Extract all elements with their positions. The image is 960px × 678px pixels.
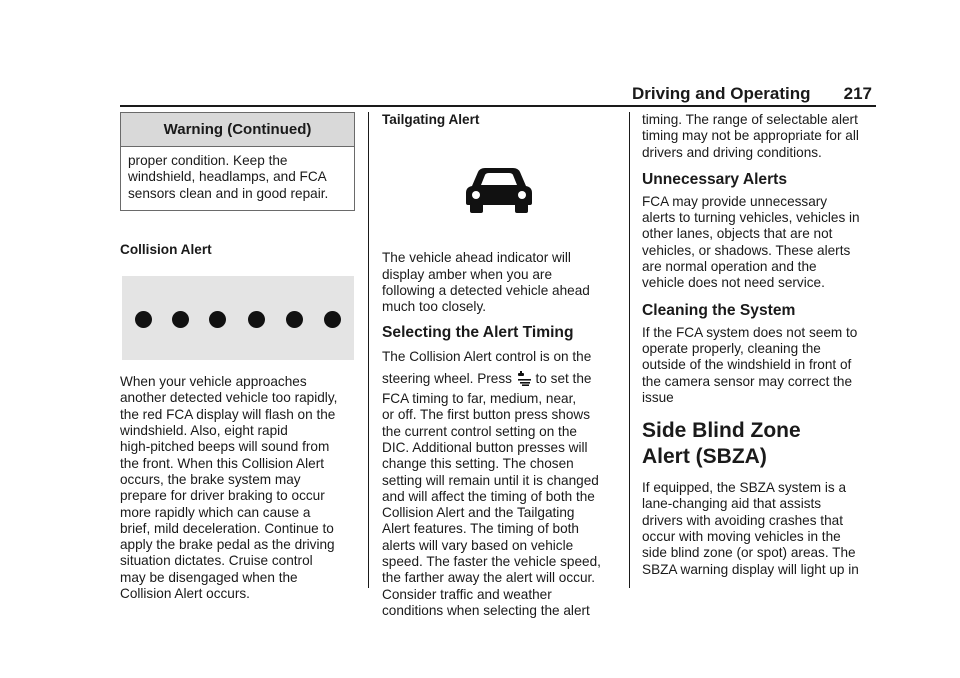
body-line: vehicle does not need service. <box>642 275 825 291</box>
body-line: the front. When this Collision Alert <box>120 455 324 471</box>
dot <box>286 311 303 328</box>
body-line: or off. The first button press shows <box>382 407 591 423</box>
body-line: lane-changing aid that assists <box>642 496 822 512</box>
body-line: drivers with avoiding crashes that <box>642 512 843 528</box>
body-line: outside of the windshield in front of <box>642 357 852 373</box>
body-line: and will affect the timing of both the <box>382 488 595 504</box>
alert-timing-heading: Selecting the Alert Timing <box>382 324 574 342</box>
body-line: timing may not be appropriate for all <box>642 128 859 144</box>
body-line: FCA may provide unnecessary <box>642 193 828 209</box>
warning-box <box>120 112 355 211</box>
body-line: setting will remain until it is changed <box>382 472 599 488</box>
body-line: If equipped, the SBZA system is a <box>642 480 847 496</box>
body-line: FCA timing to far, medium, near, <box>382 391 577 407</box>
body-line: are normal operation and the <box>642 259 817 275</box>
warning-line: proper condition. Keep the <box>128 153 288 168</box>
body-line: more rapidly which can cause a <box>120 504 311 520</box>
body-line: Consider traffic and weather <box>382 586 552 602</box>
body-line: following a detected vehicle ahead <box>382 282 590 298</box>
page-number: 217 <box>843 84 872 103</box>
cleaning-system-body <box>642 325 878 406</box>
body-line: conditions when selecting the alert <box>382 602 590 618</box>
body-line: the farther away the alert will occur. <box>382 570 596 586</box>
body-line: brief, mild deceleration. Continue to <box>120 520 334 536</box>
unnecessary-alerts-heading: Unnecessary Alerts <box>642 170 788 188</box>
dot <box>209 311 226 328</box>
body-line: occurs, the brake system may <box>120 471 301 487</box>
vehicle-ahead-icon-svg <box>464 166 534 214</box>
column-divider <box>629 112 630 588</box>
collision-alert-timing-icon <box>516 370 532 386</box>
header-rule <box>120 105 876 107</box>
column-1 <box>120 112 356 602</box>
dot <box>135 311 152 328</box>
warning-line: windshield, headlamps, and FCA <box>128 169 327 185</box>
vehicle-ahead-icon <box>382 148 616 232</box>
body-line: The Collision Alert control is on the <box>382 349 592 365</box>
body-line: may be disengaged when the <box>120 569 298 585</box>
body-line: alerts to turning vehicles, vehicles in <box>642 210 860 226</box>
warning-text <box>121 147 354 210</box>
body-line: the current control setting on the <box>382 423 577 439</box>
collision-alert-body <box>120 374 356 602</box>
alert-timing-body <box>382 349 616 619</box>
warning-title: Warning (Continued) <box>121 113 354 147</box>
body-line: When your vehicle approaches <box>120 374 307 390</box>
body-line: windshield. Also, eight rapid <box>120 423 288 439</box>
unnecessary-alerts-body <box>642 194 878 292</box>
body-line: issue <box>642 389 674 405</box>
cleaning-system-heading: Cleaning the System <box>642 301 796 319</box>
warning-line: sensors clean and in good repair. <box>128 185 329 201</box>
body-line: side blind zone (or spot) areas. The <box>642 545 856 561</box>
body-line: speed. The faster the vehicle speed, <box>382 554 601 570</box>
collision-alert-heading: Collision Alert <box>120 241 212 257</box>
body-line: high-pitched beeps will sound from <box>120 439 330 455</box>
body-line: vehicles, or shadows. These alerts <box>642 242 851 258</box>
body-line: prepare for driver braking to occur <box>120 488 325 504</box>
collision-alert-dots-icon <box>122 276 354 360</box>
tailgating-alert-body <box>382 250 616 315</box>
body-line: operate properly, cleaning the <box>642 340 821 356</box>
body-line: another detected vehicle too rapidly, <box>120 390 338 406</box>
body-line: timing. The range of selectable alert <box>642 112 858 127</box>
body-line: Collision Alert occurs. <box>120 586 250 602</box>
page-header <box>120 84 876 106</box>
body-line: display amber when you are <box>382 266 553 282</box>
sbza-heading: Side Blind Zone Alert (SBZA) <box>642 419 801 469</box>
dot <box>248 311 265 328</box>
body-line-with-icon: steering wheel. Press to set the <box>382 370 592 386</box>
dot <box>172 311 189 328</box>
column-2 <box>382 112 616 619</box>
body-line: Alert features. The timing of both <box>382 521 579 537</box>
body-line: drivers and driving conditions. <box>642 144 822 160</box>
section-title: Driving and Operating <box>632 84 811 103</box>
tailgating-alert-heading: Tailgating Alert <box>382 112 480 127</box>
sbza-body <box>642 480 878 578</box>
body-line: SBZA warning display will light up in <box>642 561 859 577</box>
body-line: apply the brake pedal as the driving <box>120 537 335 553</box>
body-line: change this setting. The chosen <box>382 456 574 472</box>
column-divider <box>368 112 369 588</box>
body-line: If the FCA system does not seem to <box>642 324 858 340</box>
body-line: Collision Alert and the Tailgating <box>382 505 575 521</box>
body-line: situation dictates. Cruise control <box>120 553 313 569</box>
body-line: alerts will vary based on vehicle <box>382 537 574 553</box>
body-line: other lanes, objects that are not <box>642 226 833 242</box>
body-line: occur with moving vehicles in the <box>642 529 841 545</box>
body-line: much too closely. <box>382 299 487 315</box>
body-line: DIC. Additional button presses will <box>382 439 588 455</box>
body-line: The vehicle ahead indicator will <box>382 250 571 266</box>
body-line: the camera sensor may correct the <box>642 373 853 389</box>
dot <box>324 311 341 328</box>
body-line: the red FCA display will flash on the <box>120 406 336 422</box>
timing-continued <box>642 112 878 161</box>
column-3 <box>642 112 878 578</box>
